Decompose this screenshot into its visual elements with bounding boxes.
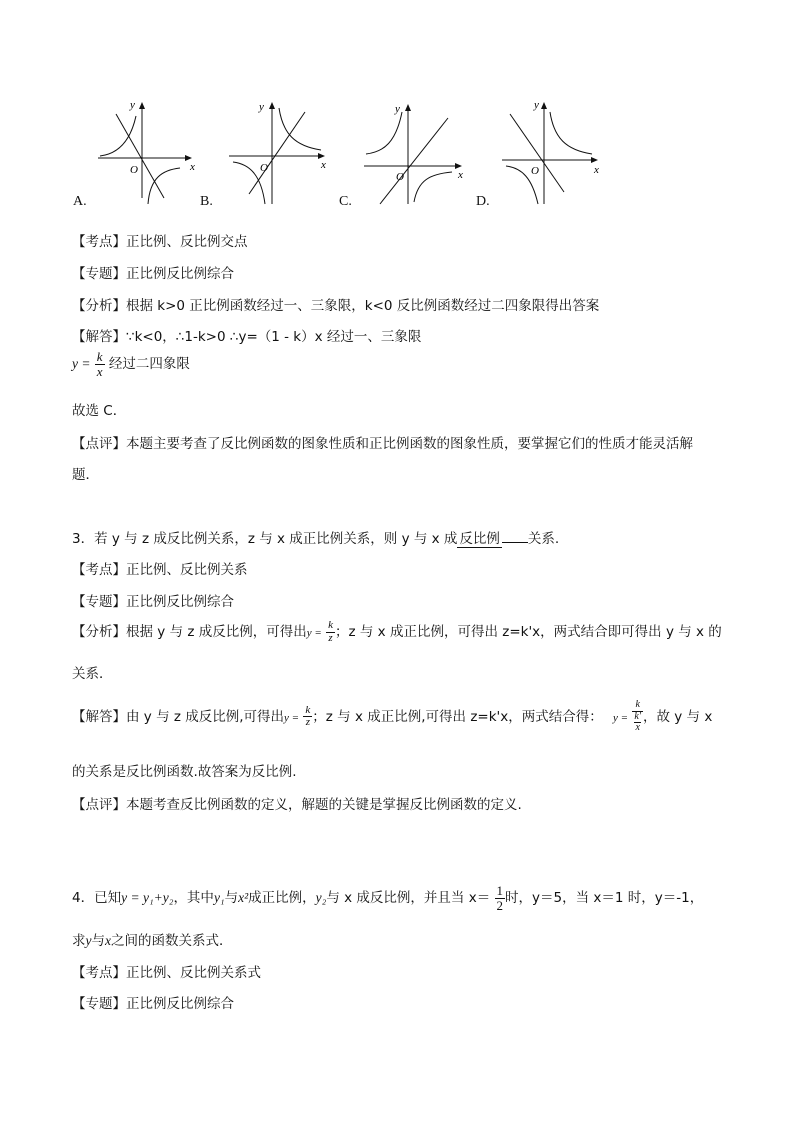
q3-stem-end: 关系. xyxy=(527,531,560,547)
q3-kaodian: 【考点】正比例、反比例关系 xyxy=(72,562,248,578)
fraction-denominator: z xyxy=(303,716,312,729)
q4-stem2-text-2: 与 xyxy=(91,933,105,949)
inner-denominator: x xyxy=(635,722,640,733)
q2-jieda: 【解答】∵k<0，∴1-k>0 ∴y=（1 - k）x 经过一、三象限 xyxy=(72,329,422,345)
fraction-one-half xyxy=(495,884,506,912)
q3-stem xyxy=(72,527,559,548)
fraction-numerator: k xyxy=(635,699,640,710)
q4-stem-text-4: 成正比例， xyxy=(248,890,316,907)
q4-x-squared: x² xyxy=(238,890,249,906)
q3-answer-blank: 反比例 xyxy=(457,527,502,548)
y-axis-label: y xyxy=(130,99,135,111)
q4-y1: y₁ xyxy=(213,890,225,906)
origin-label: O xyxy=(130,164,138,176)
q4-stem-text: 4．已知 xyxy=(72,890,122,907)
q3-jieda xyxy=(72,700,712,734)
origin-label: O xyxy=(396,171,404,183)
q4-zhuanti: 【专题】正比例反比例综合 xyxy=(72,996,234,1012)
q2-dianping-line1: 【点评】本题主要考查了反比例函数的图象性质和正比例函数的图象性质，要掌握它们的性质才能灵活解 xyxy=(72,436,693,452)
formula-lhs: y = xyxy=(72,356,91,372)
fraction-denominator: z xyxy=(326,632,335,645)
fraction-denominator xyxy=(632,711,643,734)
q3-fenxi-text: 【分析】根据 y 与 z 成反比例，可得出 xyxy=(72,624,307,641)
q3-jieda-text-3: ，故 y 与 x xyxy=(642,708,713,725)
graph-option-a xyxy=(92,98,202,208)
q3-fenxi-end: 关系． xyxy=(72,666,113,682)
q2-dianping-line2: 题． xyxy=(72,467,99,483)
fraction-numerator: k xyxy=(328,619,333,631)
q4-stem-text-5: 与 x 成反比例，并且当 x＝ xyxy=(326,890,491,907)
fraction-k-over-z xyxy=(326,620,335,644)
q4-equation: y = y₁+y₂ xyxy=(121,890,174,906)
option-b-label: B. xyxy=(200,194,213,209)
fraction-denominator: x xyxy=(96,363,103,379)
graph-option-d xyxy=(500,98,610,208)
y-axis-label: y xyxy=(534,99,539,111)
q4-y2: y₂ xyxy=(315,890,327,906)
q4-stem2-text: 求 xyxy=(72,933,86,949)
q2-kaodian: 【考点】正比例、反比例交点 xyxy=(72,234,248,250)
fraction-numerator: 1 xyxy=(496,883,504,898)
option-a-label: A. xyxy=(73,194,87,209)
y-axis-label: y xyxy=(395,103,400,115)
q3-dianping: 【点评】本题考查反比例函数的定义，解题的关键是掌握反比例函数的定义. xyxy=(72,797,522,813)
q4-stem-text-8: y＝-1， xyxy=(654,890,704,907)
y-axis-label: y xyxy=(259,101,264,113)
q4-var-x: x xyxy=(105,933,111,948)
q2-zhuanti: 【专题】正比例反比例综合 xyxy=(72,266,234,282)
q3-jieda-text: 【解答】由 y 与 z 成反比例,可得出 xyxy=(72,708,285,725)
x-axis-label: x xyxy=(594,164,599,176)
x-axis-label: x xyxy=(458,169,463,181)
q4-stem-line2 xyxy=(72,929,233,949)
q2-answer: 故选 C． xyxy=(72,403,127,419)
q4-kaodian: 【考点】正比例、反比例关系式 xyxy=(72,965,261,981)
inner-numerator: k' xyxy=(634,710,641,722)
formula-lhs: y = xyxy=(284,711,300,724)
formula-lhs: y = xyxy=(613,711,629,724)
q4-stem-line1 xyxy=(72,884,703,912)
q3-stem-text: 3．若 y 与 z 成反比例关系，z 与 x 成正比例关系，则 y 与 x 成 xyxy=(72,531,458,547)
compound-fraction xyxy=(632,700,643,734)
fraction-denominator: 2 xyxy=(496,897,504,913)
q2-fenxi: 【分析】根据 k>0 正比例函数经过一、三象限，k<0 反比例函数经过二四象限得出答案 xyxy=(72,298,600,314)
q4-var-y: y xyxy=(85,933,92,948)
option-d-label: D. xyxy=(476,194,490,209)
graph-option-b xyxy=(225,98,335,208)
q4-stem-text-6: 时， xyxy=(505,890,533,907)
graph-option-c xyxy=(362,98,472,208)
fraction-numerator: k xyxy=(96,349,103,364)
q3-jieda-end: 的关系是反比例函数.故答案为反比例. xyxy=(72,764,297,780)
formula-lhs: y = xyxy=(306,627,322,640)
fraction-k-over-z xyxy=(303,705,312,729)
q3-fenxi xyxy=(72,620,722,644)
formula-suffix: 经过二四象限 xyxy=(108,356,190,373)
fraction-k-over-x xyxy=(95,350,105,378)
q3-fenxi-text-2: ；z 与 x 成正比例，可得出 z=k'x，两式结合即可得出 y 与 x 的 xyxy=(335,624,722,641)
q3-jieda-text-2: ；z 与 x 成正比例,可得出 z=k'x，两式结合得： xyxy=(312,708,603,725)
q4-stem-text-2: ，其中 xyxy=(173,890,214,907)
q2-jieda-formula xyxy=(72,350,190,378)
blank-underline xyxy=(502,530,528,543)
q4-stem-text-7: y＝5，当 x＝1 时， xyxy=(532,890,655,907)
q4-stem-text-3: 与 xyxy=(224,890,239,907)
fraction-numerator: k xyxy=(305,703,311,716)
origin-label: O xyxy=(531,165,539,177)
q4-stem2-text-3: 之间的函数关系式． xyxy=(111,933,233,949)
x-axis-label: x xyxy=(321,159,326,171)
option-c-label: C. xyxy=(339,194,352,209)
origin-label: O xyxy=(260,162,268,174)
q3-zhuanti: 【专题】正比例反比例综合 xyxy=(72,594,234,610)
x-axis-label: x xyxy=(190,161,195,173)
